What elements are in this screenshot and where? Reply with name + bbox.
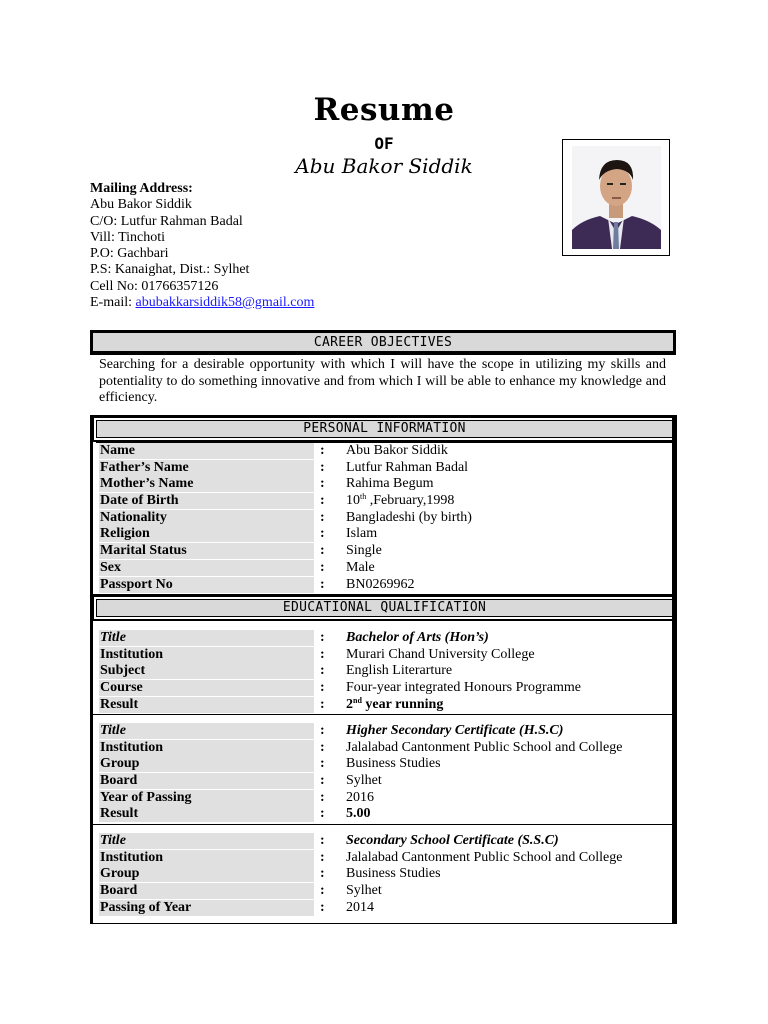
resume-title: Resume	[313, 92, 455, 128]
colon: :	[320, 773, 325, 789]
edu-value: Jalalabad Cantonment Public School and College	[346, 849, 623, 865]
portrait-image	[572, 146, 661, 249]
colon: :	[320, 576, 325, 592]
edu-value: 2nd year running	[346, 695, 444, 712]
colon: :	[320, 696, 325, 712]
edu-value: 5.00	[346, 806, 371, 822]
colon: :	[320, 443, 325, 458]
info-value: Rahima Begum	[346, 476, 434, 492]
colon: :	[320, 756, 325, 772]
edu-value: Bachelor of Arts (Hon’s)	[346, 630, 489, 645]
email-label: E-mail:	[90, 295, 136, 311]
info-label: Name	[99, 443, 314, 459]
edu-value: Secondary School Certificate (S.S.C)	[346, 833, 559, 848]
info-label: Religion	[99, 526, 314, 542]
colon: :	[320, 806, 325, 822]
edu-label: Institution	[99, 740, 314, 756]
edu-value: Jalalabad Cantonment Public School and College	[346, 739, 623, 755]
colon: :	[320, 739, 325, 755]
info-label: Passport No	[99, 577, 314, 593]
info-label: Mother’s Name	[99, 476, 314, 492]
career-objectives-text: Searching for a desirable opportunity with which I will have the scope in utilizing my skills and potentiality to do something innovative and from which I will be able to enhance my knowledge and efficiency.	[99, 357, 666, 405]
colon: :	[320, 866, 325, 882]
info-value: BN0269962	[346, 576, 415, 592]
edu-label: Year of Passing	[99, 790, 314, 806]
cell-number: Cell No: 01766357126	[90, 278, 219, 294]
info-value: Male	[346, 559, 375, 575]
info-label: Sex	[99, 560, 314, 576]
career-heading-text: CAREER OBJECTIVES	[313, 335, 453, 350]
colon: :	[320, 680, 325, 696]
address-line: P.O: Gachbari	[90, 246, 169, 262]
info-label: Marital Status	[99, 543, 314, 559]
colon: :	[320, 559, 325, 575]
edu-value: 2014	[346, 899, 374, 915]
email-line	[90, 295, 314, 311]
colon: :	[320, 630, 325, 645]
colon: :	[320, 493, 325, 509]
edu-value: English Literarture	[346, 663, 453, 679]
education-heading-text: EDUCATIONAL QUALIFICATION	[282, 600, 487, 615]
edu-label: Institution	[99, 647, 314, 663]
info-value: Single	[346, 543, 382, 559]
colon: :	[320, 723, 325, 738]
candidate-name: Abu Bakor Siddik	[295, 154, 473, 178]
edu-label: Title	[99, 630, 314, 646]
address-line: P.S: Kanaighat, Dist.: Sylhet	[90, 262, 250, 278]
edu-label: Board	[99, 883, 314, 899]
edu-value: Sylhet	[346, 773, 382, 789]
edu-label: Title	[99, 723, 314, 739]
info-value: Bangladeshi (by birth)	[346, 509, 472, 525]
colon: :	[320, 663, 325, 679]
info-value: Islam	[346, 526, 378, 542]
info-value: Lutfur Rahman Badal	[346, 459, 469, 475]
edu-label: Title	[99, 833, 314, 849]
edu-label: Group	[99, 866, 314, 882]
edu-label: Course	[99, 680, 314, 696]
colon: :	[320, 789, 325, 805]
address-line: Abu Bakor Siddik	[90, 197, 192, 213]
career-objectives-heading	[90, 330, 676, 355]
colon: :	[320, 509, 325, 525]
personal-heading-text: PERSONAL INFORMATION	[303, 421, 466, 436]
edu-label: Result	[99, 806, 314, 822]
address-line: Vill: Tinchoti	[90, 229, 166, 245]
colon: :	[320, 833, 325, 848]
title-of: OF	[374, 134, 394, 153]
edu-value: Higher Secondary Certificate (H.S.C)	[346, 723, 564, 738]
info-value: 10th ,February,1998	[346, 492, 455, 509]
email-link[interactable]: abubakkarsiddik58@gmail.com	[135, 295, 315, 311]
edu-value: Business Studies	[346, 866, 441, 882]
address-line: C/O: Lutfur Rahman Badal	[90, 213, 243, 229]
profile-photo	[562, 139, 670, 256]
personal-info-heading	[96, 420, 673, 438]
colon: :	[320, 543, 325, 559]
colon: :	[320, 459, 325, 475]
info-label: Date of Birth	[99, 493, 314, 509]
edu-label: Subject	[99, 663, 314, 679]
edu-label: Group	[99, 756, 314, 772]
info-label: Father’s Name	[99, 460, 314, 476]
edu-value: Sylhet	[346, 883, 382, 899]
edu-value: Business Studies	[346, 756, 441, 772]
colon: :	[320, 899, 325, 915]
edu-value: 2016	[346, 789, 374, 805]
colon: :	[320, 849, 325, 865]
colon: :	[320, 883, 325, 899]
edu-label: Institution	[99, 850, 314, 866]
edu-value: Murari Chand University College	[346, 646, 535, 662]
colon: :	[320, 646, 325, 662]
info-value: Abu Bakor Siddik	[346, 443, 448, 458]
edu-label: Board	[99, 773, 314, 789]
colon: :	[320, 526, 325, 542]
mailing-heading: Mailing Address:	[90, 181, 193, 196]
colon: :	[320, 476, 325, 492]
edu-value: Four-year integrated Honours Programme	[346, 680, 581, 696]
info-label: Nationality	[99, 510, 314, 526]
education-heading	[96, 599, 673, 617]
edu-label: Passing of Year	[99, 900, 314, 916]
edu-label: Result	[99, 697, 314, 713]
mailing-address	[90, 181, 314, 311]
